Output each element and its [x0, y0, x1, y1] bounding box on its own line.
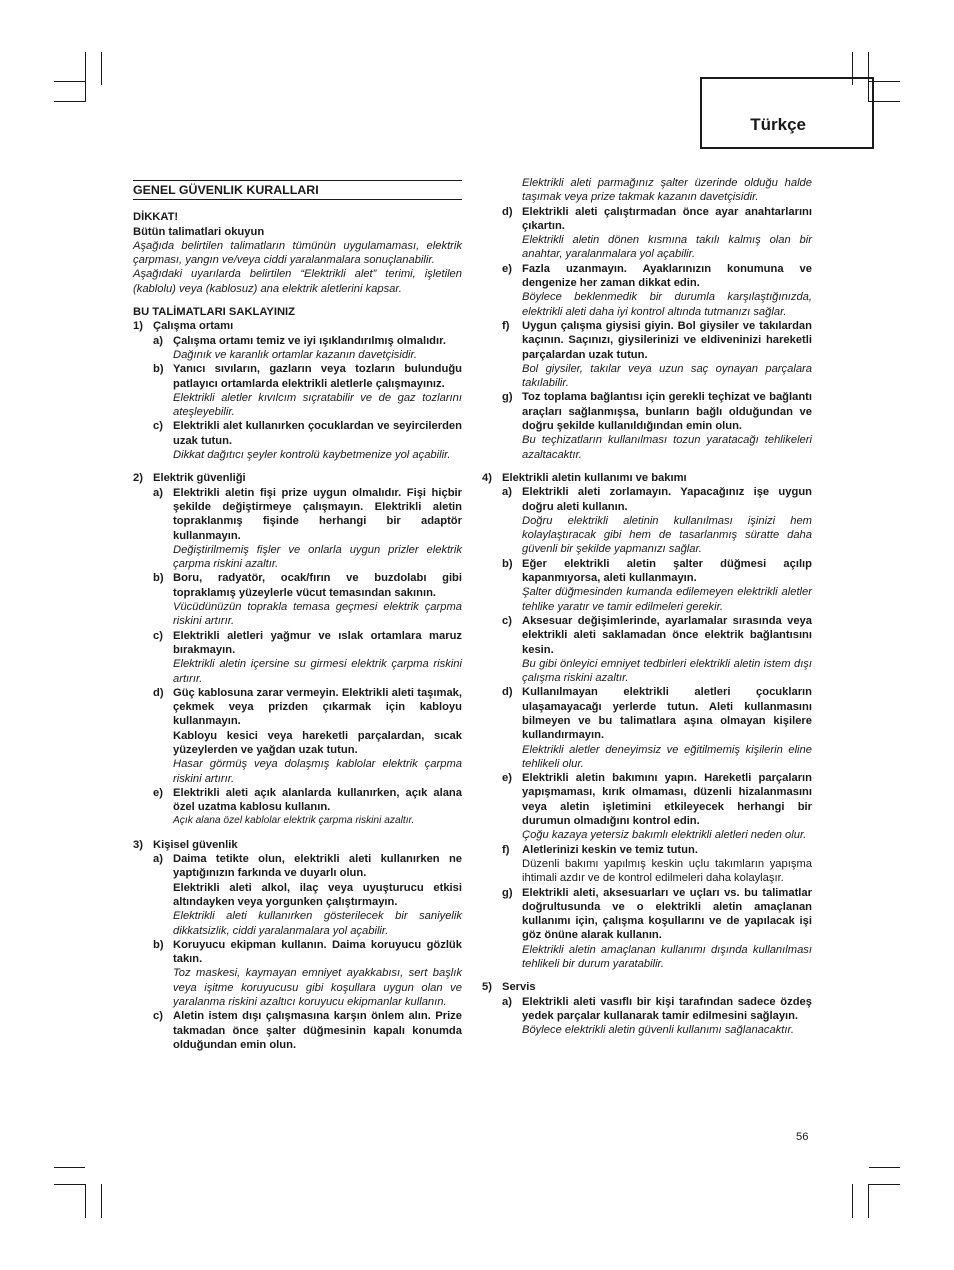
- list-item: f) Aletlerinizi keskin ve temiz tutun. Düzenli bakımı yapılmış keskin uçlu takımların yapışma ihtimali azdır ve de kontrol edilmeleri daha kolaylaşır.: [502, 843, 812, 885]
- list-item: b) Eğer elektrikli aletin şalter düğmesi açılıp kapanmıyorsa, aleti kullanmayın. Şalter düğmesinden kumanda edilemeyen elektrikli aletler tehlike yaratır ve tamir edilmeleri gerekir.: [502, 557, 812, 613]
- list-item: d) Kullanılmayan elektrikli aletleri çocukların ulaşamayacağı yerlerde tutun. Aleti kullanmasını bilmeyen ve bu talimatlara aşına olmayan kişilere kullandırmayın. Elektrikli aletler deneyimsiz ve eğitilmemiş kişilerin eline tehlikeli olur.: [502, 686, 812, 770]
- list-item: e) Fazla uzanmayın. Ayaklarınızın konumuna ve dengenize her zaman dikkat edin. Böylece beklenmedik bir durumla karşılaştığınızda, elektrikli aleti daha iyi kontrol altında tutmanızı sağlar.: [502, 262, 812, 318]
- section-heading: 1) Çalışma ortamı: [133, 320, 234, 333]
- list-item: g) Elektrikli aleti, aksesuarları ve uçları vs. bu talimatlar doğrultusunda ve o elektrikli aletin amaçlanan kullanımı için, çalışma koşullarını ve de yapılacak işi göz önüne alarak kullanın. Elektrikli aletin amaçlanan kullanımı dışında kullanılması tehlikeli bir durum yaratabilir.: [502, 886, 812, 971]
- continued-note: Elektrikli aleti parmağınız şalter üzerinde olduğu halde taşımak veya prize takmak kazanın davetçisidir.: [522, 177, 812, 204]
- crop-mark: [54, 1184, 85, 1185]
- list-item: e) Elektrikli aleti açık alanlarda kullanırken, açık alana özel uzatma kablosu kullanın. Açık alana özel kablolar elektrik çarpma riskini azaltır.: [153, 786, 462, 827]
- list-item: a) Çalışma ortamı temiz ve iyi ışıklandırılmış olmalıdır. Dağınık ve karanlık ortamlar kazanın davetçisidir.: [153, 334, 446, 361]
- list-item: c) Elektrikli aletleri yağmur ve ıslak ortamlara maruz bırakmayın. Elektrikli aletin içersine su girmesi elektrik çarpma riskini artırır.: [153, 629, 462, 685]
- right-column: [482, 176, 812, 1038]
- list-item: a) Elektrikli aleti zorlamayın. Yapacağınız işe uygun doğru aleti kullanın. Doğru elektrikli aletinin kullanılması işinizi hem kolaylaştıracak gibi hem de tasarlanmış süratte daha güvenli bir şekilde yapmanızı sağlar.: [502, 486, 812, 556]
- crop-mark: [101, 52, 102, 85]
- crop-mark: [868, 1184, 869, 1218]
- list-item: d) Güç kablosuna zarar vermeyin. Elektrikli aleti taşımak, çekmek veya prizden çıkarmak için kabloyu kullanmayın. Kabloyu kesici veya hareketli parçalardan, sıcak yüzeylerden ve yağdan uzak tutun. Hasar görmüş veya dolaşmış kablolar elektrik çarpma riskini artırır.: [153, 686, 462, 785]
- list-item: b) Boru, radyatör, ocak/fırın ve buzdolabı gibi topraklamış yüzeylerle vücut temasından sakının. Vücüdünüzün toprakla temasa geçmesi elektrik çarpma riskini artırır.: [153, 572, 462, 628]
- section-heading: 4) Elektrikli aletin kullanımı ve bakımı: [482, 471, 687, 484]
- list-item: c) Aksesuar değişimlerinde, ayarlamalar sırasında veya elektrikli aleti saklamadan önce elektrik bağlantısını kesin. Bu gibi önleyici emniyet tedbirleri elektrikli aletin istem dışı çalışma riskini azaltır.: [502, 614, 812, 685]
- list-item: a) Daima tetikte olun, elektrikli aleti kullanırken ne yaptığınızın farkında ve duyarlı olun. Elektrikli aleti alkol, ilaç veya uyuşturucu etkisi altındayken veya yorgunken çalıştırmayın. Elektrikli aleti kullanırken gösterilecek bir saniyelik dikkatsizlik, ciddi yaralanmalara yol açabilir.: [153, 853, 462, 937]
- list-item: b) Yanıcı sıvıların, gazların veya tozların bulunduğu patlayıcı ortamlarda elektrikli aletlerle çalışmayınız. Elektrikli aletler kıvılcım sıçratabilir ve de gaz tozlarını ateşleyebilir.: [153, 363, 462, 419]
- crop-mark: [85, 1184, 86, 1218]
- list-item: a) Elektrikli aletin fişi prize uygun olmalıdır. Fişi hiçbir şekilde değiştirmeye çalışmayın. Elektrikli aletin topraklanmış fişinde herhangi bir adaptör kullanmayın. Değiştirilmemiş fişler ve onlarla uygun prizler elektrik çarpma riskini azaltır.: [153, 486, 462, 571]
- list-item: a) Elektrikli aleti vasıflı bir kişi tarafından sadece özdeş yedek parçalar kullanarak tamir edilmesini sağlayın. Böylece elektrikli aletin güvenli kullanımı sağlanacaktır.: [502, 995, 812, 1037]
- intro-paragraph: Aşağıda belirtilen talimatların tümünün uygulamaması, elektrik çarpması, yangın ve/veya ciddi yaralanmalara sonuçlanabilir.: [133, 239, 462, 267]
- read-all-heading: Bütün talimatlari okuyun: [133, 225, 265, 238]
- crop-mark: [869, 1167, 900, 1168]
- list-item: b) Koruyucu ekipman kullanın. Daima koruyucu gözlük takın. Toz maskesi, kaymayan emniyet ayakkabısı, sert başlık veya işitme koruyucusu gibi koşullara uygun olan ve yaralanma riskini azaltıcı koruyucu ekipmanlar kullanın.: [153, 938, 462, 1009]
- page-number: 56: [796, 1131, 809, 1143]
- crop-mark: [85, 52, 86, 102]
- list-item: f) Uygun çalışma giysisi giyin. Bol giysiler ve takılardan kaçının. Saçınızı, giysilerinizi ve eldiveninizi hareketli parçalardan uzak tutun. Bol giysiler, takılar veya uzun saç oynayan parçalara takılabilir.: [502, 319, 812, 390]
- left-column: [133, 180, 462, 1052]
- section-title: GENEL GÜVENLIK KURALLARI: [133, 180, 462, 200]
- section-heading: 3) Kişisel güvenlik: [133, 838, 238, 851]
- list-item: e) Elektrikli aletin bakımını yapın. Hareketli parçaların yapışmaması, kırık olmaması, düzenli hizalanmasını veya aletin işletimini etkileyecek herhangi bir durumun olmadığını kontrol edin. Çoğu kazaya yetersiz bakımlı elektrikli aletleri neden olur.: [502, 772, 812, 842]
- list-item: c) Aletin istem dışı çalışmasına karşın önlem alın. Prize takmadan önce şalter düğmesinin kapalı konumda olduğundan emin olun.: [153, 1010, 462, 1051]
- language-label: Türkçe: [750, 115, 806, 134]
- section-heading: 2) Elektrik güvenliği: [133, 472, 246, 485]
- crop-mark: [869, 1184, 900, 1185]
- crop-mark: [101, 1184, 102, 1218]
- save-instructions-heading: BU TALİMATLARI SAKLAYINIZ: [133, 306, 295, 319]
- warning-title: DİKKAT!: [133, 211, 179, 224]
- list-item: d) Elektrikli aleti çalıştırmadan önce ayar anahtarlarını çıkartın. Elektrikli aletin dönen kısmına takılı kalmış olan bir anahtar, yaralanmalara yol açabilir.: [502, 205, 812, 261]
- crop-mark: [852, 1184, 853, 1218]
- section-heading: 5) Servis: [482, 981, 536, 994]
- list-item: g) Toz toplama bağlantısı için gerekli teçhizat ve bağlantı araçları sağlanmışsa, bunların bağlı olduğundan ve doğru şekilde kullanıldığından emin olun. Bu teçhizatların kullanılması tozun yaratacağı tehlikeleri azaltacaktır.: [502, 391, 812, 461]
- crop-mark: [54, 81, 85, 82]
- crop-mark: [54, 1167, 85, 1168]
- language-tab: [700, 77, 874, 149]
- intro-paragraph: Aşağıdaki uyarılarda belirtilen “Elektrikli alet” terimi, işletilen (kablolu) veya (kablosuz) ana elektrik aletlerini kapsar.: [133, 268, 462, 295]
- list-item: c) Elektrikli alet kullanırken çocuklardan ve seyircilerden uzak tutun. Dikkat dağıtıcı şeyler kontrolü kaybetmenize yol açabilir.: [153, 420, 462, 462]
- crop-mark: [54, 101, 85, 102]
